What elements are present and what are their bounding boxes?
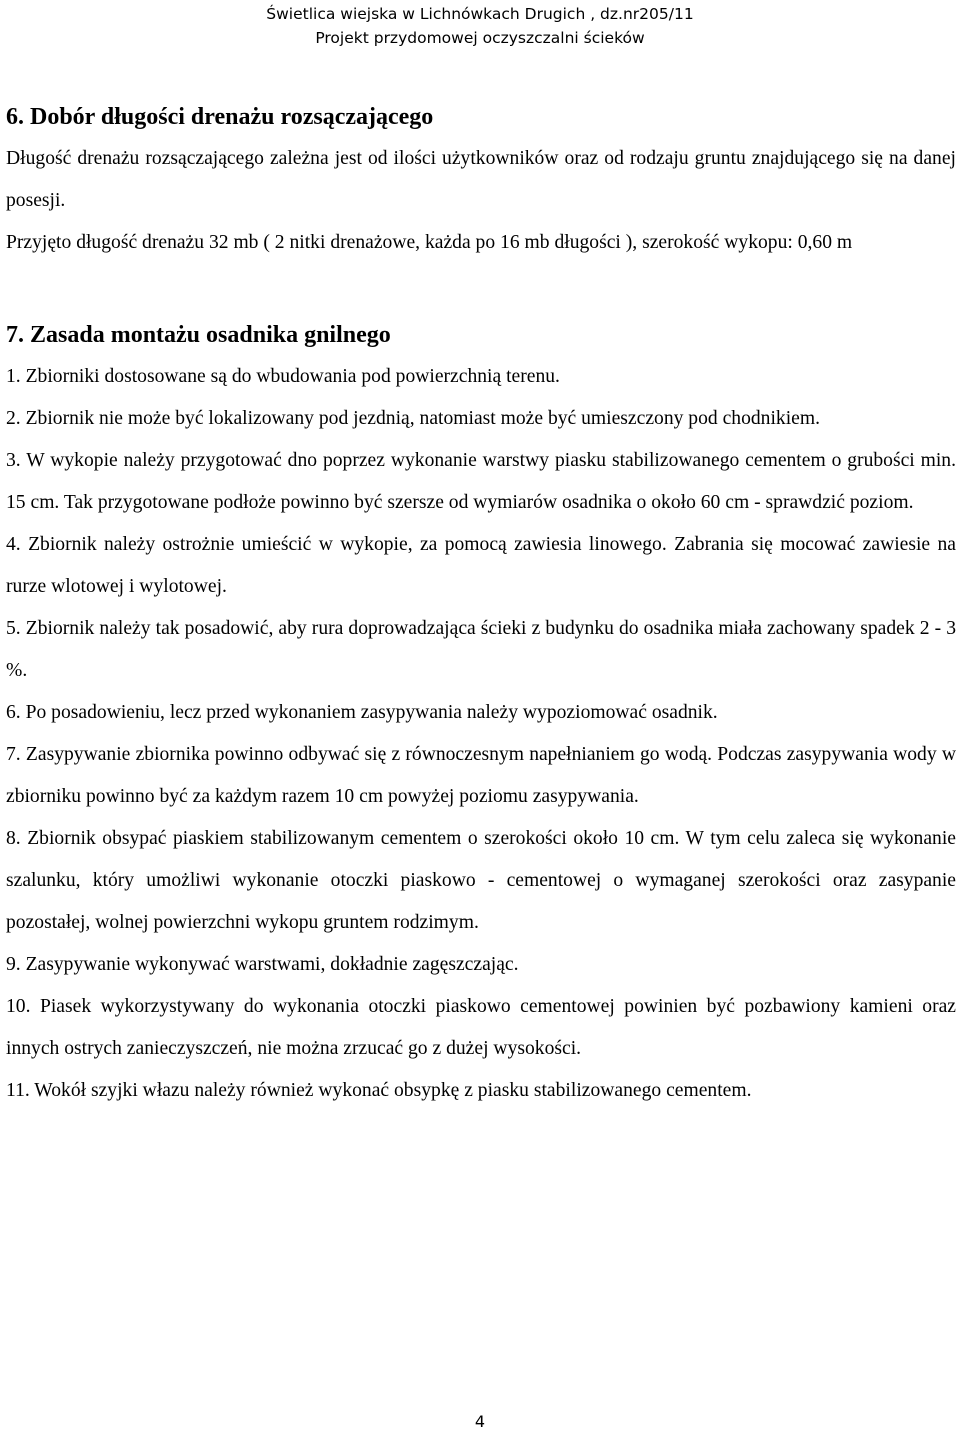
section-7-item-6: 6. Po posadowieniu, lecz przed wykonaniem zasypywania należy wypoziomować osadnik. [6,702,718,723]
section-7-item-8: 8. Zbiornik obsypać piaskiem stabilizowanym cementem o szerokości około 10 cm. W tym celu zaleca się wykonanie szalunku, który umożliwi wykonanie otoczki piaskowo - cementowej o wymaganej szerokości oraz zasypanie pozostałej, wolnej powierzchni wykopu gruntem rodzimym. [6,828,956,933]
section-6-heading: 6. Dobór długości drenażu rozsączającego [6,104,434,130]
header-project-location: Świetlica wiejska w Lichnówkach Drugich , dz.nr205/11 [266,5,694,23]
section-7-heading: 7. Zasada montażu osadnika gnilnego [6,322,391,348]
section-7-item-9: 9. Zasypywanie wykonywać warstwami, dokładnie zagęszczając. [6,954,519,975]
section-7-item-11: 11. Wokół szyjki włazu należy również wykonać obsypkę z piasku stabilizowanego cementem. [6,1080,752,1101]
section-7-item-1: 1. Zbiorniki dostosowane są do wbudowania pod powierzchnią terenu. [6,366,560,387]
section-7-item-5: 5. Zbiornik należy tak posadowić, aby rura doprowadzająca ścieki z budynku do osadnika miała zachowany spadek 2 - 3 %. [6,618,956,681]
header-project-title: Projekt przydomowej oczyszczalni ścieków [315,29,645,47]
section-7-item-4: 4. Zbiornik należy ostrożnie umieścić w wykopie, za pomocą zawiesia linowego. Zabrania się mocować zawiesie na rurze wlotowej i wylotowej. [6,534,956,597]
section-7-item-7: 7. Zasypywanie zbiornika powinno odbywać się z równoczesnym napełnianiem go wodą. Podczas zasypywania wody w zbiorniku powinno być za każdym razem 10 cm powyżej poziomu zasypywania. [6,744,956,807]
document-body [6,96,956,1112]
page-number: 4 [474,1412,486,1431]
section-7-item-10: 10. Piasek wykorzystywany do wykonania otoczki piaskowo cementowej powinien być pozbawiony kamieni oraz innych ostrych zanieczyszczeń, nie można zrzucać go z dużej wysokości. [6,996,956,1059]
section-7-item-2: 2. Zbiornik nie może być lokalizowany pod jezdnią, natomiast może być umieszczony pod chodnikiem. [6,408,821,429]
section-6-paragraph-2: Przyjęto długość drenażu 32 mb ( 2 nitki drenażowe, każda po 16 mb długości ), szerokość wykopu: 0,60 m [6,232,853,253]
section-7-item-3: 3. W wykopie należy przygotować dno poprzez wykonanie warstwy piasku stabilizowanego cementem o grubości min. 15 cm. Tak przygotowane podłoże powinno być szersze od wymiarów osadnika o około 60 cm - sprawdzić poziom. [6,450,956,513]
running-header [0,2,960,50]
section-6-paragraph-1: Długość drenażu rozsączającego zależna jest od ilości użytkowników oraz od rodzaju gruntu znajdującego się na danej posesji. [6,148,956,211]
